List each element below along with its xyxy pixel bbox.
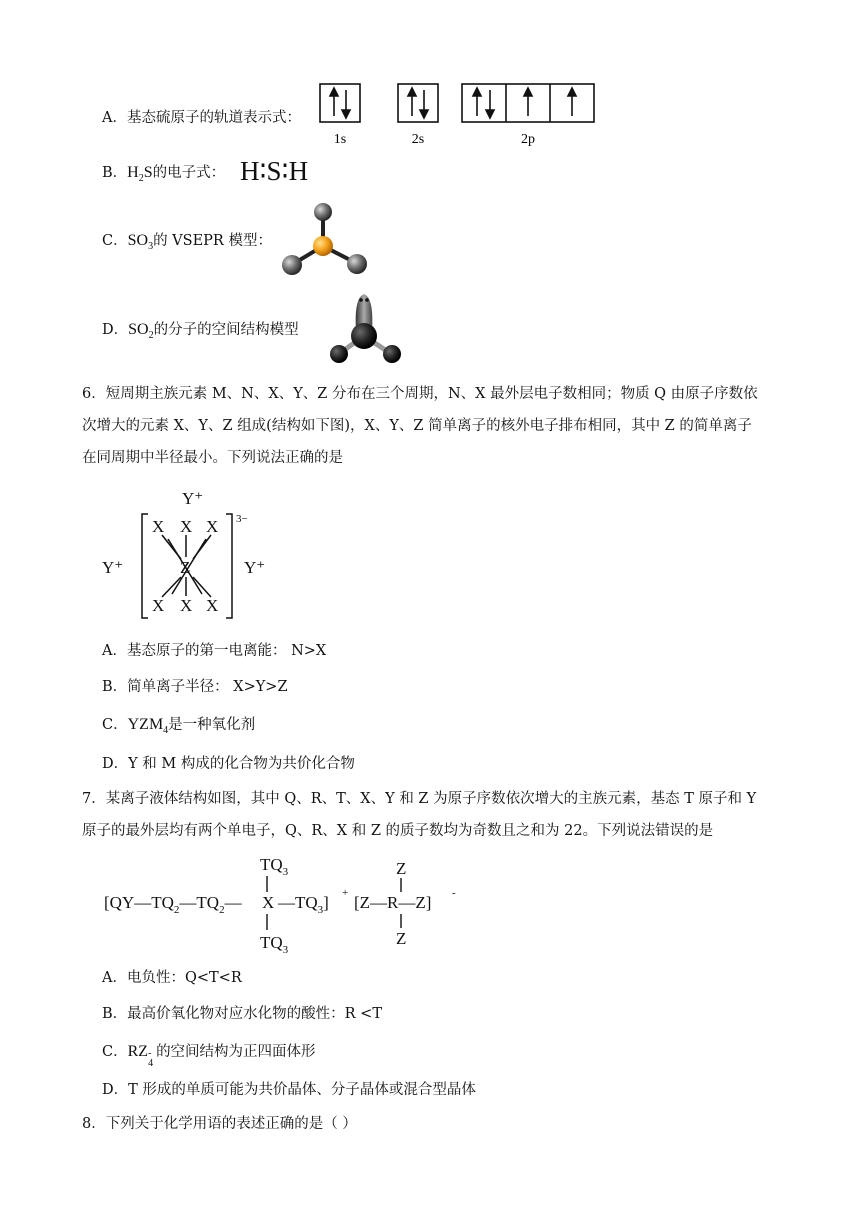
so3-vsepr-model-image — [276, 200, 376, 282]
q5-option-d: D．$SO_2$的分子的空间结构模型 — [102, 321, 299, 342]
q5-option-c: C．$SO_3$的 VSEPR 模型： — [102, 232, 272, 253]
orbital-label-2p: 2p — [521, 132, 535, 147]
q6-option-d: D．Y 和 M 构成的化合物为共价化合物 — [102, 756, 355, 772]
svg-text:-: - — [452, 887, 456, 899]
x-atom: X — [152, 517, 165, 536]
q7-stem-line1: 7．某离子液体结构如图，其中 Q、R、T、X、Y 和 Z 为原子序数依次增大的主族元素，基态 T 原子和 Y — [82, 791, 757, 807]
svg-text:TQ3: $TQ_3$ — [260, 855, 289, 878]
q6-stem-line1: 6．短周期主族元素 M、N、X、Y、Z 分布在三个周期，N、X 最外层电子数相同；物质 Q 由原子序数依 — [82, 386, 758, 402]
orbital-diagram — [316, 82, 606, 150]
x-center-atom: X — [262, 893, 275, 912]
x-atom: X — [152, 596, 165, 615]
q7-option-b: B．最高价氧化物对应水化物的酸性：R <T — [102, 1006, 383, 1022]
orbital-label-2s: 2s — [411, 132, 425, 147]
z-atom: Z — [180, 558, 191, 577]
q7-option-c: C．RZ - 4 的空间结构为正四面体形 — [102, 1043, 316, 1069]
charge-label: 3− — [236, 513, 248, 525]
z-atom: Z — [396, 929, 407, 948]
y-plus-right: Y⁺ — [244, 558, 266, 577]
q7-option-a: A．电负性：Q<T<R — [102, 970, 242, 986]
q8-stem: 8．下列关于化学用语的表述正确的是（ ） — [82, 1116, 357, 1132]
q7-stem-line2: 原子的最外层均有两个单电子，Q、R、X 和 Z 的质子数均为奇数且之和为 22。下列说法错误的是 — [82, 823, 714, 839]
y-plus-left: Y⁺ — [102, 558, 124, 577]
q7-option-d: D．T 形成的单质可能为共价晶体、分子晶体或混合型晶体 — [102, 1082, 476, 1098]
so2-structure-model-image — [326, 290, 408, 370]
q6-stem-line3: 在同周期中半径最小。下列说法正确的是 — [82, 450, 343, 466]
q5-option-a-label: A．基态硫原子的轨道表示式： — [102, 110, 301, 126]
svg-text:TQ3: $TQ_3$ — [260, 933, 289, 956]
orbital-label-1s: 1s — [333, 132, 347, 147]
q6-structure-diagram — [96, 484, 286, 624]
q6-stem-line2: 次增大的元素 X、Y、Z 组成(结构如下图)，X、Y、Z 简单离子的核外电子排布相同，其中 Z 的简单离子 — [82, 418, 752, 434]
anion: [Z—R—Z] — [354, 893, 432, 912]
h2s-electron-formula: H∶S∶H — [240, 156, 309, 186]
q6-option-b: B．简单离子半径： X>Y>Z — [102, 679, 288, 695]
q6-option-c: C．$YZM_4$是一种氧化剂 — [102, 716, 256, 737]
x-atom: X — [206, 596, 219, 615]
q7-structure-diagram — [100, 852, 480, 956]
svg-text:+: + — [342, 887, 349, 899]
z-atom: Z — [396, 859, 407, 878]
y-plus-top: Y⁺ — [182, 489, 204, 508]
cation-chain: [$QY—TQ_2—TQ_2—$ — [104, 893, 242, 916]
x-atom: X — [180, 517, 193, 536]
x-atom: X — [206, 517, 219, 536]
q5-option-b: B．$H_2S$的电子式： — [102, 164, 226, 185]
svg-text:—TQ3]: $—TQ_3$] — [278, 893, 329, 916]
x-atom: X — [180, 596, 193, 615]
q6-option-a: A．基态原子的第一电离能： N>X — [102, 643, 327, 659]
